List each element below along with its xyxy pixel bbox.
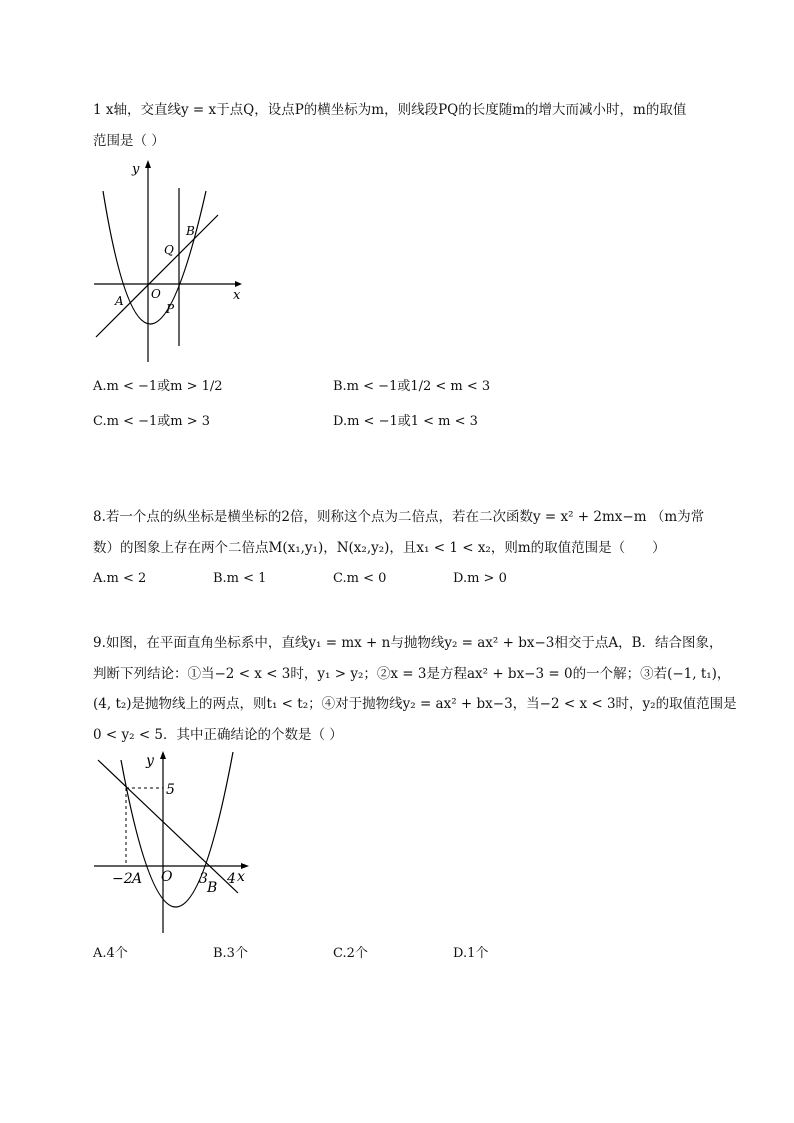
q9-y-axis-arrow	[160, 751, 166, 759]
q7-label-A: A	[115, 294, 124, 308]
q8-option-b[interactable]: B.m < 1	[213, 571, 267, 586]
q7-label-Q: Q	[164, 243, 174, 257]
q7-y-axis-arrow	[145, 160, 151, 168]
q9-label-3: 3	[199, 871, 208, 887]
q7-option-a[interactable]: A.m < −1或m > 1/2	[93, 379, 223, 394]
q8-option-d[interactable]: D.m > 0	[453, 571, 507, 586]
q9-label-origin: O	[161, 869, 173, 885]
q7-text-line-2: 范围是（ ）	[93, 133, 165, 149]
q7-label-B: B	[186, 224, 195, 238]
q9-option-b[interactable]: B.3个	[213, 946, 248, 961]
q8-text-line-1: 8.若一个点的纵坐标是横坐标的2倍，则称这个点为二倍点，若在二次函数y = x² + 2mx−m （m为常	[93, 509, 705, 525]
q7-label-y: y	[132, 162, 140, 177]
q7-text-line-1: 1 x轴，交直线y = x于点Q，设点P的横坐标为m，则线段PQ的长度随m的增大而减小时，m的取值	[93, 102, 687, 118]
q9-figure	[88, 748, 258, 938]
q8-option-a[interactable]: A.m < 2	[93, 571, 147, 586]
q9-label-y: y	[146, 753, 154, 769]
q7-label-origin: O	[151, 287, 161, 301]
q9-label-neg2: −2	[112, 871, 133, 887]
q7-line-y-equals-x	[96, 215, 218, 337]
q9-label-4: 4	[227, 871, 236, 887]
q7-label-x: x	[233, 288, 241, 303]
q9-label-5: 5	[166, 782, 175, 798]
q9-option-d[interactable]: D.1个	[453, 946, 489, 961]
q9-text-line-4: 0 < y₂ < 5．其中正确结论的个数是（ ）	[93, 727, 343, 743]
q9-option-a[interactable]: A.4个	[93, 946, 128, 961]
q9-text-line-2: 判断下列结论：①当−2 < x < 3时，y₁ > y₂；②x = 3是方程ax² + bx−3 = 0的一个解；③若(−1, t₁)，	[93, 666, 731, 682]
q9-label-B: B	[207, 880, 218, 896]
q7-option-d[interactable]: D.m < −1或1 < m < 3	[333, 414, 478, 429]
q9-label-A: A	[132, 871, 143, 887]
q7-label-P: P	[166, 302, 175, 316]
q7-figure	[88, 155, 253, 370]
q7-option-b[interactable]: B.m < −1或1/2 < m < 3	[333, 379, 491, 394]
q9-text-line-3: (4, t₂)是抛物线上的两点，则t₁ < t₂；④对于抛物线y₂ = ax² + bx−3，当−2 < x < 3时，y₂的取值范围是	[93, 696, 737, 712]
q9-option-c[interactable]: C.2个	[333, 946, 368, 961]
q7-x-axis-arrow	[235, 281, 242, 287]
q9-text-line-1: 9.如图，在平面直角坐标系中，直线y₁ = mx + n与抛物线y₂ = ax² + bx−3相交于点A，B．结合图象，	[93, 635, 723, 651]
q8-text-line-2: 数）的图象上存在两个二倍点M(x₁,y₁)，N(x₂,y₂)，且x₁ < 1 < x₂，则m的取值范围是（ ）	[93, 540, 666, 556]
q9-label-x: x	[237, 869, 245, 885]
q8-option-c[interactable]: C.m < 0	[333, 571, 387, 586]
q7-option-c[interactable]: C.m < −1或m > 3	[93, 414, 211, 429]
